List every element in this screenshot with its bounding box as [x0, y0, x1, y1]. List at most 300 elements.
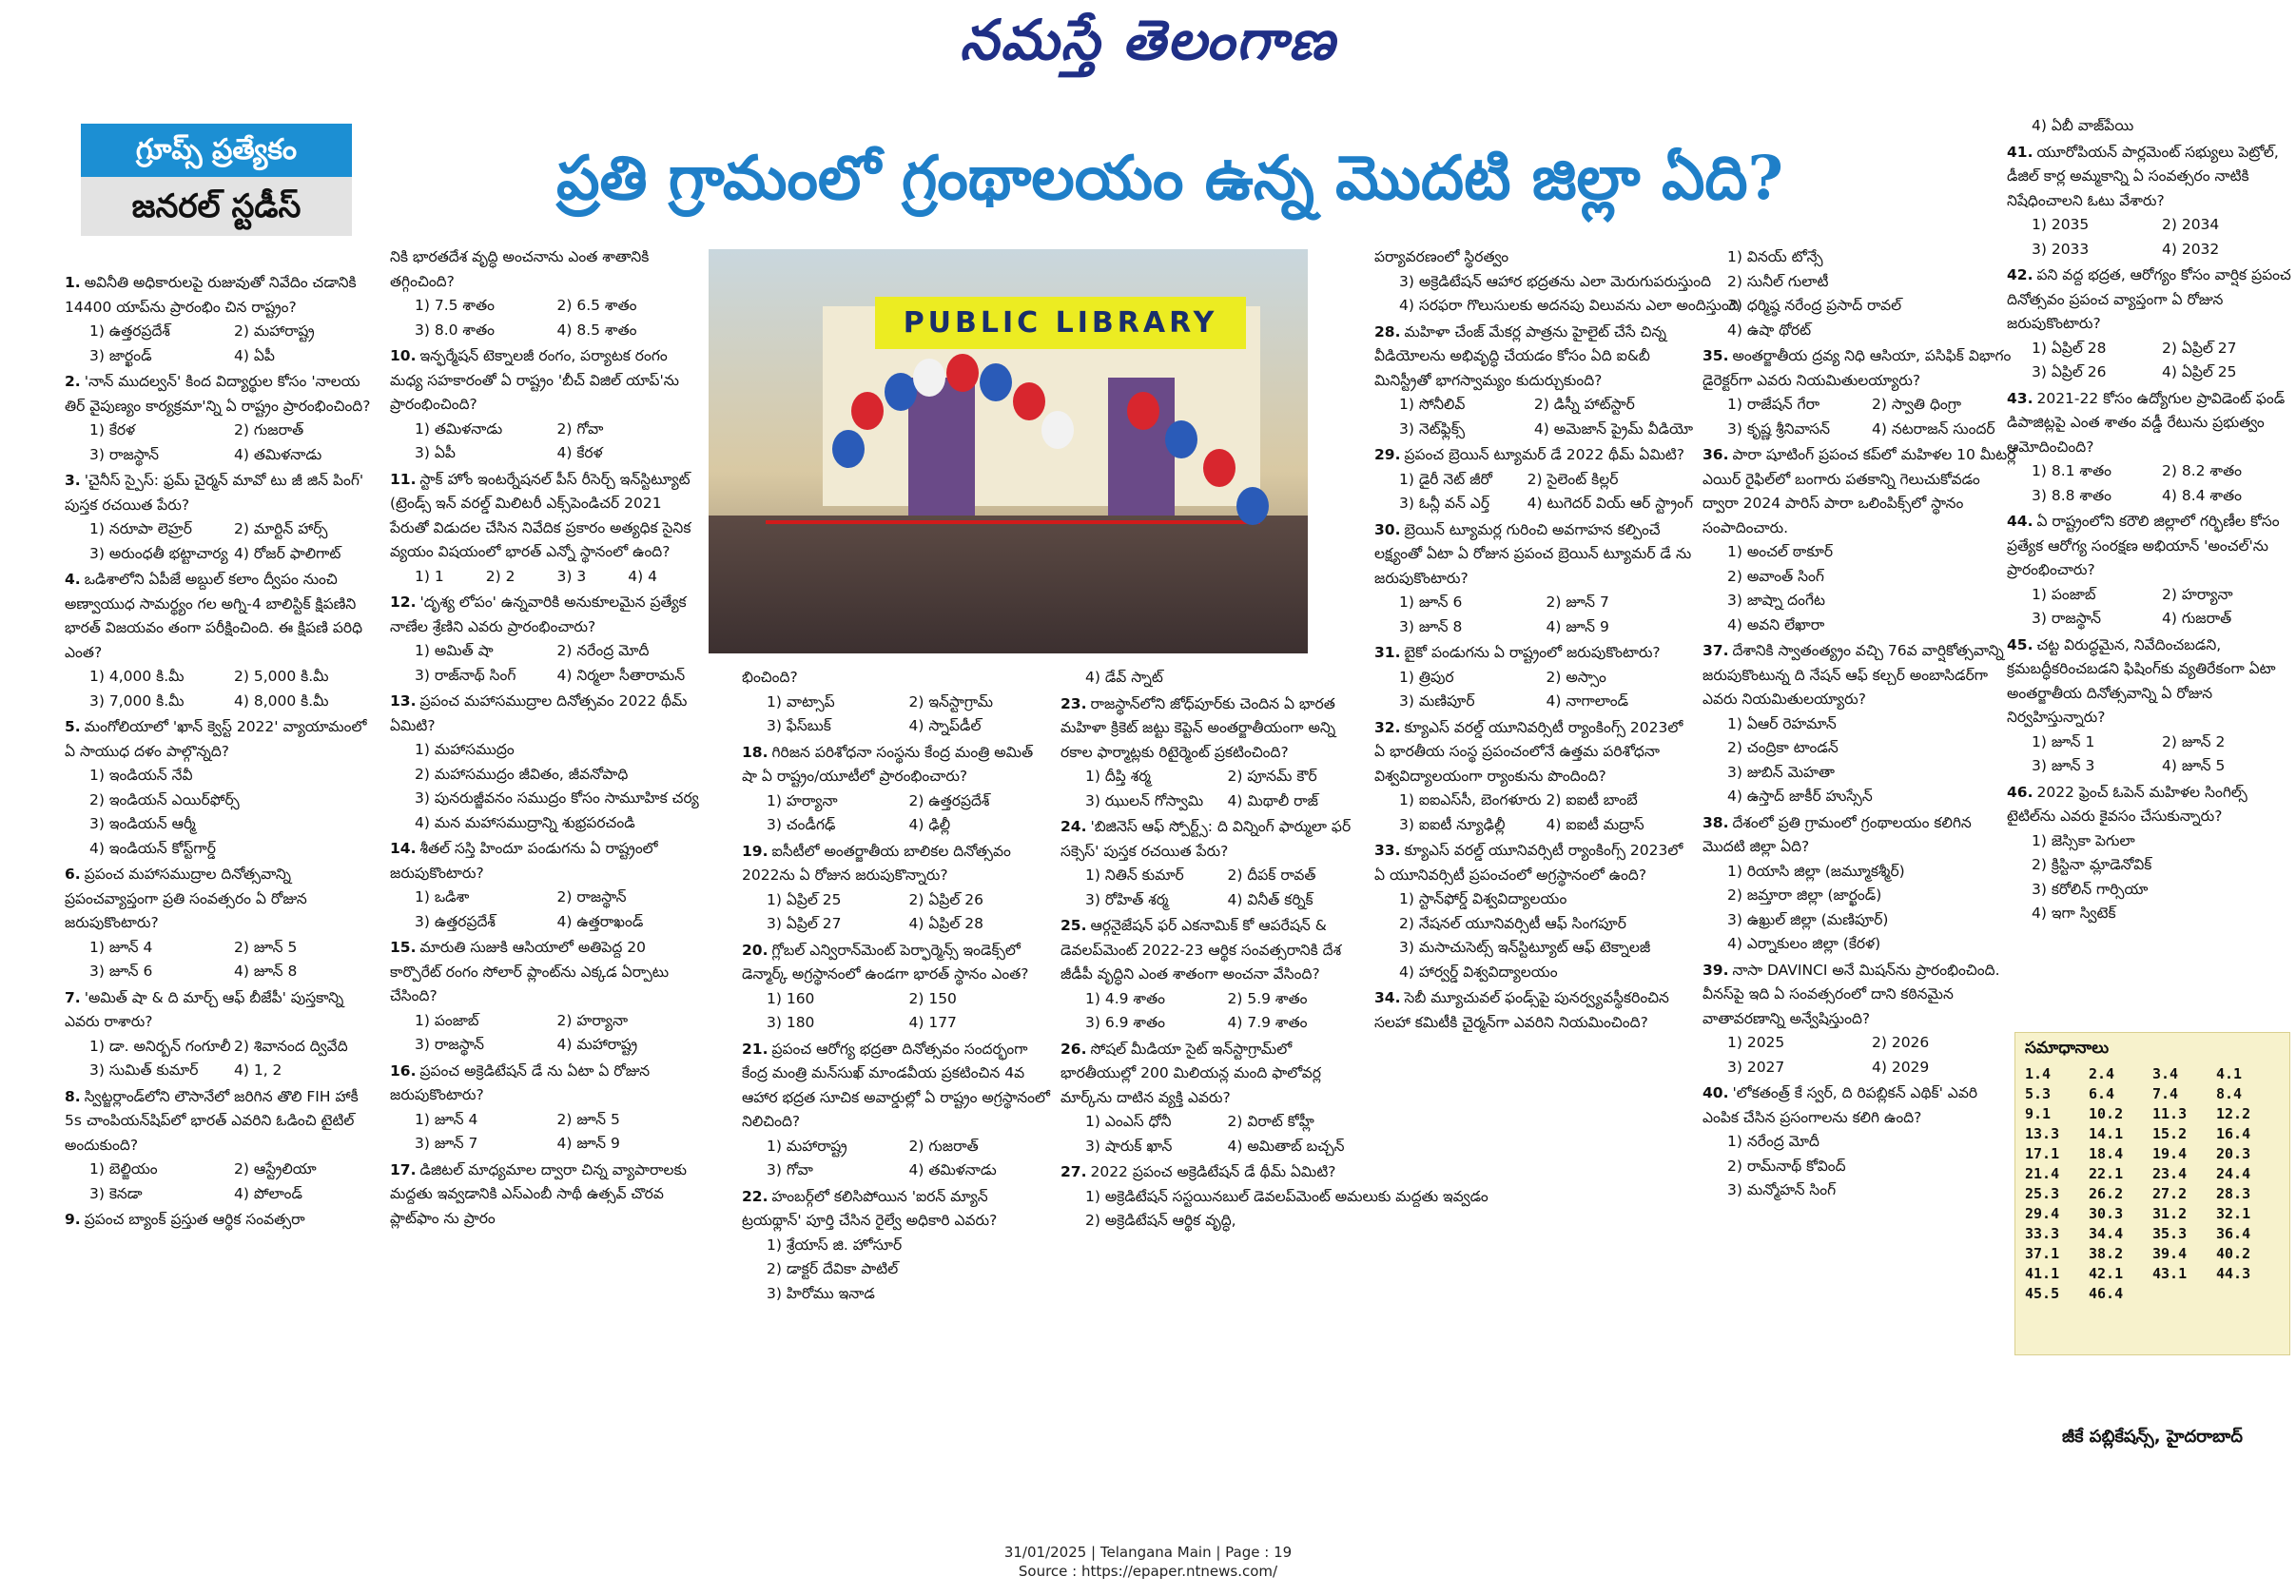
question-text	[2007, 781, 2292, 829]
answer-option: 3) 2033	[2032, 240, 2090, 258]
question-number: 43.	[2007, 389, 2033, 407]
question-number: 29.	[1374, 446, 1401, 463]
question-text	[390, 591, 699, 639]
question-body: క్యూఎస్ వరల్డ్ యూనివర్సిటీ ర్యాంకింగ్స్ 2023లో ఏ యూనివర్సిటీ ప్రపంచంలో అగ్రస్థానంలో ఉంది?	[1374, 842, 1683, 884]
answer-option: 2) అస్సాం	[1546, 668, 1606, 686]
question-number: 38.	[1703, 813, 1729, 831]
question-body: సోషల్ మీడియా సైట్ ఇన్‌స్టాగ్రామ్‌లో భారతీయుల్లో 200 మిలియన్ల మంది ఫాలోవర్ల మార్క్‌ను దాటిన వ్యక్తి ఎవరు?	[1060, 1040, 1321, 1106]
question-text	[65, 715, 379, 764]
answer-options	[1060, 1185, 1489, 1234]
answer-option: 1) శ్రేయాస్ జి. హోసూర్	[767, 1236, 903, 1254]
answer-option: 3) పునరుజ్జీవనం సముద్రం కోసం సామూహిక చర్య	[415, 789, 699, 807]
question-body: అవినీతి అధికారులపై రుజువుతో నివేదిం చడానికి 14400 యాప్‌ను ప్రారంభిం చిన రాష్ట్రం?	[65, 274, 357, 316]
question-item	[2007, 387, 2292, 509]
answer-option: 4) మిథాలీ రాజ్	[1227, 791, 1318, 809]
question-body: ఇన్ఫర్మేషన్ టెక్నాలజీ రంగం, పర్యాటక రంగం మధ్య సహకారంతో ఏ రాష్ట్రం 'బీచ్ విజిల్ యాప్'ను ప్రారంభించింది?	[390, 347, 680, 413]
answer-option: 4) 8.5 శాతం	[556, 321, 637, 339]
answer-option: 2) ఐఐటీ బాంబే	[1546, 791, 1638, 808]
question-text	[390, 837, 699, 886]
answer-options	[1703, 245, 2016, 342]
answer-option: 1) ఉత్తరప్రదేశ్	[89, 322, 170, 340]
answer-option: 2) ఆస్ట్రేలియా	[234, 1160, 317, 1178]
question-body: ప్రపంచ అక్రెడిటేషన్ డే ను ఏటా ఏ రోజున జరుపుకొంటారు?	[390, 1061, 651, 1103]
question-body: 'దృశ్య లోపం' ఉన్నవారికి అనుకూలమైన ప్రత్యేక నాణేల శ్రేణిని ఎవరు ప్రారంభించారు?	[390, 594, 687, 635]
question-text	[390, 344, 699, 418]
answer-option: 2) ఉత్తరప్రదేశ్	[908, 791, 990, 809]
question-number: 37.	[1703, 642, 1729, 659]
answer-grid	[2025, 1065, 2280, 1302]
answer-option: 4) ఏప్రిల్ 25	[2162, 363, 2237, 380]
answer-options	[65, 320, 379, 368]
answer-key-item: 46.4	[2089, 1285, 2124, 1302]
question-text	[1374, 443, 1693, 468]
answer-option: 4) రోజర్ ఫాలిగాట్	[234, 544, 341, 562]
answer-options	[1060, 987, 1370, 1036]
question-body: యూరోపియన్ పార్లమెంట్ సభ్యులు పెట్రోల్, డీజిల్ కార్ల అమ్మకాన్ని ఏ సంవత్సరం నాటికి నిషేధించాలని ఓటు వేశారు?	[2007, 143, 2279, 209]
question-number: 1.	[65, 274, 81, 291]
question-item	[390, 936, 699, 1058]
answer-option: 3) షారుక్ ఖాన్	[1085, 1137, 1173, 1155]
question-body: మారుతి సుజుకి ఆసియాలో అతిపెద్ద 20 కార్పొరేట్ రంగం సోలార్ ప్లాంట్‌ను ఎక్కడ ఏర్పాటు చేసింది?	[390, 939, 670, 1004]
answer-option: 3) 6.9 శాతం	[1085, 1014, 1166, 1031]
publisher-credit: జీకే పబ్లికేషన్స్, హైదరాబాద్	[2061, 1427, 2244, 1447]
question-item	[1374, 321, 1693, 442]
answer-option: 4) 8.4 శాతం	[2162, 486, 2243, 504]
answer-key	[2014, 1032, 2290, 1355]
question-column-2	[390, 245, 699, 1482]
question-text	[1374, 321, 1693, 394]
answer-option: 1) మహాసముద్రం	[415, 741, 515, 758]
answer-key-item: 29.4	[2025, 1205, 2060, 1222]
answer-options	[2007, 829, 2292, 926]
answer-option: 4) నిర్మలా సీతారామన్	[556, 666, 686, 684]
answer-option: 4) వినీత్ కర్నిక్	[1227, 890, 1313, 908]
answer-key-item: 10.2	[2089, 1105, 2124, 1122]
answer-key-item: 32.1	[2216, 1205, 2251, 1222]
answer-option: 2) రామ్‌నాథ్ కోవింద్	[1727, 1157, 1846, 1175]
answer-key-item: 41.1	[2025, 1265, 2060, 1282]
answer-key-item: 14.1	[2089, 1125, 2124, 1142]
answer-option: 4) జూన్ 9	[556, 1135, 620, 1152]
answer-option: 3) ఝులన్ గోస్వామి	[1085, 791, 1204, 809]
answer-option: 2) గుజరాత్	[908, 1137, 979, 1155]
answer-option: 1) ఒడిశా	[415, 888, 470, 905]
answer-option: 1) ఐఐఎస్‌సీ, బెంగళూరు	[1399, 791, 1542, 808]
question-number: 17.	[390, 1160, 417, 1178]
answer-options	[65, 764, 379, 861]
answer-options	[1374, 666, 1693, 714]
answer-option: 2) జూన్ 5	[556, 1110, 620, 1128]
answer-option: 1) డా. అనిర్బన్ గంగూలీ	[89, 1037, 231, 1055]
question-item	[1703, 811, 2016, 957]
answer-key-item: 7.4	[2152, 1085, 2179, 1102]
question-item	[742, 840, 1051, 937]
answer-key-item: 39.4	[2152, 1245, 2188, 1262]
question-item	[742, 1185, 1051, 1307]
answer-option: 4) మహారాష్ట్ర	[556, 1036, 638, 1053]
question-text	[1060, 815, 1370, 864]
question-item	[65, 1085, 379, 1207]
answer-option: 3) జాష్నా దంగేట	[1727, 592, 1825, 609]
question-text	[65, 1208, 379, 1233]
question-item	[1703, 245, 2016, 342]
question-body: రాజస్థాన్‌లోని జోధ్‌పూర్‌కు చెందిన ఏ భారత మహిళా క్రికెట్ జట్టు కెప్టెన్ అంతర్జాతీయంగా అన్ని రకాల ఫార్మాట్లకు రిటైర్మెంట్ ప్రకటించింది?	[1060, 694, 1336, 761]
answer-option: 3) ధర్మిష్ఠ నరేంద్ర ప్రసాద్ రావల్	[1727, 297, 1902, 314]
answer-options	[742, 691, 1051, 739]
answer-option: 2) జూన్ 2	[2162, 732, 2226, 750]
answer-key-item: 12.2	[2216, 1105, 2251, 1122]
answer-options	[390, 738, 699, 835]
question-item	[390, 1060, 699, 1157]
answer-option: 1) ఇండియన్ నేవీ	[89, 767, 193, 784]
question-item	[1703, 959, 2016, 1080]
balloon	[832, 430, 865, 468]
question-item	[1374, 443, 1693, 516]
answer-option: 3) జూన్ 6	[89, 963, 153, 980]
question-item	[65, 568, 379, 713]
question-body: ఏ రాష్ట్రంలోని కరౌలి జిల్లాలో గర్భిణీల కోసం ప్రత్యేక ఆరోగ్య సంరక్షణ అభియాన్ 'అంచల్'ను ప్రారంభించారు?	[2007, 513, 2280, 578]
answer-option: 2) జూన్ 5	[234, 938, 298, 956]
answer-key-item: 22.1	[2089, 1165, 2124, 1182]
question-number: 18.	[742, 743, 769, 761]
answer-option: 1) 4,000 కి.మీ	[89, 668, 185, 685]
answer-key-item: 17.1	[2025, 1145, 2060, 1162]
answer-option: 2) జమ్తారా జిల్లా (జార్ఖండ్)	[1727, 886, 1882, 904]
answer-option: 1) రాజేషన్ గేరా	[1727, 396, 1820, 413]
answer-option: 3) కృష్ణ శ్రీనివాసన్	[1727, 419, 1831, 438]
answer-key-item: 45.5	[2025, 1285, 2060, 1302]
answer-options	[1703, 1130, 2016, 1203]
answer-option: 1) అంచల్ ఠాకూర్	[1727, 543, 1834, 560]
answer-options	[1060, 1110, 1370, 1158]
question-text	[742, 666, 1051, 691]
question-body: ఐసీటీలో అంతర్జాతీయ బాలికల దినోత్సవం 2022ను ఏ రోజున జరుపుకొన్నారు?	[742, 842, 1011, 884]
answer-option: 4) తమిళనాడు	[908, 1161, 997, 1178]
question-item	[65, 271, 379, 368]
question-text	[1374, 716, 1693, 789]
answer-key-item: 2.4	[2089, 1065, 2115, 1082]
question-body: డిజిటల్ మాధ్యమాల ద్వారా చిన్న వ్యాపారాలకు మద్దతు ఇవ్వడానికి ఎస్‌ఎంబీ సాథీ ఉత్సవ్ చొరవ ప్లాట్‌ఫాం ను ప్రారం	[390, 1160, 687, 1227]
question-body: మంగోలియాలో 'ఖాన్ క్వెస్ట్ 2022' వ్యాయామంలో ఏ సాయుధ దళం పాల్గొన్నది?	[65, 718, 367, 760]
answer-option: 4) నాగాలాండ్	[1546, 692, 1629, 710]
answer-option: 3) కరోలిన్ గార్సియా	[2032, 880, 2149, 898]
answer-options	[1703, 860, 2016, 957]
question-body: మహిళా చేంజ్ మేకర్ల పాత్రను హైలైట్ చేసే చిన్న వీడియోలను అభివృద్ధి చేయడం కోసం ఏది ఐ&బీ మినిస్ట్రీతో భాగస్వామ్యం కుదుర్చుకుంది?	[1374, 322, 1667, 389]
question-body: హంబర్గ్‌లో కలిసిపోయిన 'ఐరన్ మ్యాన్ ట్రయథ్లాన్' పూర్తి చేసిన రైల్వే అధికారి ఎవరు?	[742, 1187, 998, 1229]
answer-option: 1) 160	[767, 989, 815, 1007]
answer-option: 3) కెనడా	[89, 1184, 143, 1202]
answer-key-item: 9.1	[2025, 1105, 2052, 1122]
question-number: 44.	[2007, 513, 2033, 530]
question-item	[1374, 716, 1693, 838]
article-headline: ప్రతి గ్రామంలో గ్రంథాలయం ఉన్న మొదటి జిల్లా ఏది?	[555, 143, 1784, 214]
answer-option: 3) రాజస్థాన్	[89, 445, 159, 463]
answer-option: 3) మణిపూర్	[1399, 692, 1475, 710]
answer-option: 1) ఎంఎస్ ధోనీ	[1085, 1113, 1172, 1130]
answer-option: 2) మహాసముద్రం జీవితం, జీవనోపాధి	[415, 765, 629, 783]
answer-option: 4) డేవ్ స్నాట్	[1085, 669, 1163, 686]
answer-option: 2) శివానంద ద్వివేది	[234, 1037, 348, 1055]
answer-option: 1) ఏఆర్ రెహమాన్	[1727, 714, 1837, 732]
answer-key-item: 15.2	[2152, 1125, 2188, 1142]
question-body: శీతల్ సస్తి హిందూ పండుగను ఏ రాష్ట్రంలో జరుపుకొంటారు?	[390, 840, 658, 882]
answer-option: 3) అరుంధతీ భట్టాచార్య	[89, 544, 228, 562]
answer-option: 1) వాట్సాప్	[767, 692, 835, 710]
answer-option: 4) 4	[628, 567, 657, 585]
question-item	[65, 370, 379, 467]
answer-options	[65, 936, 379, 984]
balloon	[851, 392, 884, 430]
answer-option: 2) 2026	[1872, 1034, 1930, 1051]
question-body: 'బిజినెస్ ఆఫ్ స్పోర్ట్స్: ది విన్నింగ్ ఫార్ములా ఫర్ సక్సెస్' పుస్తక రచయిత పేరు?	[1060, 818, 1352, 860]
question-number: 28.	[1374, 322, 1401, 341]
question-number: 8.	[65, 1087, 81, 1105]
answer-option: 4) 1, 2	[234, 1061, 282, 1079]
answer-option: 2) నేషనల్ యూనివర్సిటీ ఆఫ్ సింగపూర్	[1399, 914, 1626, 932]
answer-option: 2) హర్యానా	[556, 1011, 629, 1029]
question-item	[1374, 641, 1693, 714]
question-text	[1060, 914, 1370, 987]
answer-option: 1) జెస్సికా పెగులా	[2032, 831, 2135, 849]
answer-option: 3) 7,000 కి.మీ	[89, 691, 185, 710]
question-text	[390, 936, 699, 1009]
answer-option: 4) ఎర్నాకులం జిల్లా (కేరళ)	[1727, 935, 1881, 952]
question-body: 'లోకతంత్ర్ కే స్వర్, ది రిపబ్లికన్ ఎథిక్' ఎవరి ఎంపిక చేసిన ప్రసంగాలను కలిగి ఉంది?	[1703, 1084, 1978, 1126]
answer-option: 3) మసాచుసెట్స్ ఇన్‌స్టిట్యూట్ ఆఫ్ టెక్నాలజీ	[1399, 939, 1651, 956]
answer-options	[2007, 337, 2292, 385]
answer-option: 1) హర్యానా	[767, 791, 838, 809]
answer-key-item: 25.3	[2025, 1185, 2060, 1202]
question-body: ప్రపంచ మహాసముద్రాల దినోత్సవాన్ని ప్రపంచవ్యాప్తంగా ప్రతి సంవత్సరం ఏ రోజున జరుపుకొంటారు?	[65, 866, 307, 931]
question-body: భించింది?	[742, 669, 798, 686]
answer-option: 2) 8.2 శాతం	[2162, 462, 2243, 479]
question-item	[1703, 344, 2016, 441]
answer-option: 3) 2027	[1727, 1058, 1785, 1076]
answer-key-item: 21.4	[2025, 1165, 2060, 1182]
answer-option: 3) ఇండియన్ ఆర్మీ	[89, 815, 196, 832]
answer-options	[65, 665, 379, 713]
question-item	[390, 344, 699, 466]
question-text	[1703, 344, 2016, 393]
question-body: సెబీ మ్యూచువల్ ఫండ్స్‌పై పునర్వ్యవస్థీకరించిన సలహా కమిటీకి చైర్మన్‌గా ఎవరిని నియమించింది?	[1374, 989, 1669, 1031]
answer-option: 1) జూన్ 1	[2032, 732, 2095, 750]
question-body: ప్రపంచ బ్యాంక్ ప్రస్తుత ఆర్థిక సంవత్సరా	[84, 1211, 305, 1228]
answer-option: 2) హర్యానా	[2162, 585, 2233, 603]
answer-option: 4) ఇగా స్విటెక్	[2032, 905, 2116, 922]
answer-option: 2) జూన్ 7	[1546, 594, 1609, 611]
question-text	[65, 370, 379, 418]
answer-key-item: 35.3	[2152, 1225, 2188, 1242]
question-item	[2007, 781, 2292, 926]
answer-option: 2) 2034	[2162, 216, 2220, 233]
answer-option: 2) 6.5 శాతం	[556, 297, 637, 314]
answer-option: 3) గోవా	[767, 1161, 813, 1178]
answer-options	[1060, 864, 1370, 912]
answer-option: 4) 2032	[2162, 240, 2220, 258]
balloon	[885, 373, 917, 411]
question-body: 2022 ప్రపంచ అక్రెడిటేషన్ డే థీమ్ ఏమిటి?	[1090, 1163, 1336, 1180]
question-text	[390, 468, 699, 565]
balloon	[1127, 392, 1159, 430]
question-body: గ్లోబల్ ఎన్విరాన్‌మెంట్ పెర్ఫార్మెన్స్ ఇండెక్స్‌లో డెన్మార్క్ అగ్రస్థానంలో ఉండగా భారత్ స్థానం ఎంత?	[742, 941, 1029, 983]
answer-option: 4) కేరళ	[556, 444, 603, 461]
question-text	[742, 1038, 1051, 1135]
answer-option: 2) ఇన్‌స్టాగ్రామ్	[908, 692, 993, 710]
answer-option: 4) జూన్ 8	[234, 963, 298, 980]
question-body: 'నాన్ ముదల్వన్' కింద విద్యార్థుల కోసం 'నాలయ తిర్ వైపుణ్యం కార్యక్రమా'న్ని ఏ రాష్ట్రం ప్రారంభించింది?	[65, 373, 371, 415]
answer-option: 3) రాజస్థాన్	[415, 1036, 484, 1053]
answer-option: 4) నటరాజన్ సుందర్	[1872, 419, 1995, 438]
question-body: అంతర్జాతీయ ద్రవ్య నిధి ఆసియా, పసిఫిక్ విభాగం డైరెక్టర్‌గా ఎవరు నియమితులయ్యారు?	[1703, 347, 2012, 389]
section-tag-top: గ్రూప్స్ ప్రత్యేకం	[81, 124, 352, 177]
answer-key-item: 40.2	[2216, 1245, 2251, 1262]
question-body: ప్రపంచ ఆరోగ్య భద్రతా దినోత్సవం సందర్భంగా కేంద్ర మంత్రి మన్‌సుఖ్ మాండవీయ ప్రకటించిన 4వ ఆహార భద్రత సూచిక అవార్డుల్లో ఏ రాష్ట్రం అగ్రస్థానంలో నిలిచింది?	[742, 1040, 1050, 1130]
answer-key-item: 23.4	[2152, 1165, 2188, 1182]
question-number: 40.	[1703, 1084, 1729, 1101]
answer-options	[1374, 788, 1693, 837]
answer-option: 4) జూన్ 9	[1546, 617, 1609, 635]
question-text	[742, 840, 1051, 888]
question-text	[2007, 510, 2292, 583]
answer-options	[390, 1009, 699, 1058]
section-tag	[81, 124, 352, 236]
question-number: 6.	[65, 866, 81, 883]
answer-option: 3) జార్ఖండ్	[89, 346, 152, 364]
answer-option: 2) రాజస్థాన్	[556, 888, 627, 905]
question-item	[390, 837, 699, 934]
question-item	[1374, 245, 1740, 319]
answer-option: 2) గుజరాత్	[234, 421, 304, 438]
question-body: పర్యావరణంలో స్థిరత్వం	[1374, 248, 1509, 265]
answer-option: 1) బెల్జియం	[89, 1160, 158, 1178]
question-text	[1703, 959, 2016, 1032]
answer-option: 3) 8.8 శాతం	[2032, 486, 2112, 504]
question-number: 31.	[1374, 644, 1401, 661]
question-number: 3.	[65, 472, 81, 489]
question-item	[390, 690, 699, 835]
question-number: 30.	[1374, 520, 1401, 538]
answer-options	[65, 418, 379, 467]
answer-option: 3) జూన్ 8	[1399, 617, 1463, 635]
answer-option: 4) తమిళనాడు	[234, 445, 322, 463]
question-number: 35.	[1703, 347, 1729, 364]
question-column-7	[2007, 114, 2292, 1027]
crowd	[709, 516, 1308, 653]
answer-options	[390, 294, 699, 342]
question-text	[1374, 986, 1693, 1035]
balloon	[1165, 420, 1197, 458]
answer-option: 3) అక్రెడిటేషన్ ఆహార భద్రతను ఎలా మెరుగుపరుస్తుంది	[1399, 272, 1712, 290]
answer-option: 4) 8,000 కి.మీ	[234, 691, 329, 710]
answer-option: 1) ఏప్రిల్ 25	[767, 890, 842, 908]
answer-option: 2) 2	[485, 567, 516, 585]
question-number: 12.	[390, 594, 417, 611]
answer-option: 1) తమిళనాడు	[415, 419, 503, 438]
answer-option: 1) జూన్ 4	[415, 1110, 478, 1128]
answer-option: 4) ఉషా థోరట్	[1727, 321, 1812, 339]
question-item	[742, 741, 1051, 838]
answer-key-item: 4.1	[2216, 1065, 2243, 1082]
answer-key-item: 1.4	[2025, 1065, 2052, 1082]
question-item	[1703, 1081, 2016, 1203]
question-number: 14.	[390, 840, 417, 857]
question-item	[1060, 914, 1370, 1036]
answer-option: 2) విరాట్ కోహ్లీ	[1227, 1113, 1314, 1130]
question-body: ప్రపంచ మహాసముద్రాల దినోత్సవం 2022 థీమ్ ఏమిటి?	[390, 692, 688, 734]
answer-option: 1) 2035	[2032, 216, 2090, 233]
question-body: చట్ట విరుద్ధమైన, నివేదించబడని, క్రమబద్ధీకరించబడని ఫిషింగ్‌కు వ్యతిరేకంగా ఏటా అంతర్జాతీయ దినోత్సవాన్ని ఏ రోజున నిర్వహిస్తున్నారు?	[2007, 635, 2276, 726]
answer-option: 3) 8.0 శాతం	[415, 321, 496, 339]
question-item	[390, 1158, 699, 1232]
question-item	[1703, 639, 2016, 809]
answer-key-item: 20.3	[2216, 1145, 2251, 1162]
answer-option: 2) 150	[908, 989, 957, 1007]
answer-option: 4) ఏప్రిల్ 28	[908, 915, 984, 932]
question-body: 2022 ఫ్రెంచ్ ఓపెన్ మహిళల సింగిల్స్ టైటిల్‌ను ఎవరు కైవసం చేసుకున్నారు?	[2007, 783, 2247, 825]
ribbon	[766, 520, 1260, 524]
answer-key-item: 31.2	[2152, 1205, 2188, 1222]
answer-key-item: 27.2	[2152, 1185, 2188, 1202]
answer-option: 2) 5.9 శాతం	[1227, 989, 1308, 1007]
question-item	[2007, 263, 2292, 385]
answer-key-item: 16.4	[2216, 1125, 2251, 1142]
answer-options	[65, 1158, 379, 1206]
answer-options	[65, 517, 379, 566]
question-item	[390, 245, 699, 342]
section-tag-bottom: జనరల్ స్టడీస్	[81, 177, 352, 236]
answer-options	[2007, 114, 2292, 139]
question-body: 2021-22 కోసం ఉద్యోగుల ప్రావిడెంట్ ఫండ్ డిపాజిట్లపై ఎంత శాతం వడ్డీ రేటును ప్రభుత్వం ఆమోదించింది?	[2007, 389, 2286, 456]
answer-option: 2) నరేంద్ర మోదీ	[556, 642, 650, 659]
question-text	[1703, 1081, 2016, 1130]
answer-key-item: 42.1	[2089, 1265, 2124, 1282]
question-body: స్విట్జర్లాండ్‌లోని లౌసానేలో జరిగిన తొలి FIH హాకీ 5s చాంపియన్‌షిప్‌లో భారత్ ఎవరిని ఓడించి టైటిల్ అందుకుంది?	[65, 1087, 359, 1154]
answer-option: 2) మహారాష్ట్ర	[234, 322, 315, 340]
question-number: 13.	[390, 692, 417, 710]
library-sign: PUBLIC LIBRARY	[875, 297, 1246, 349]
answer-options	[742, 789, 1051, 838]
answer-options	[1374, 591, 1693, 639]
answer-option: 4) స్నాప్‌డీల్	[908, 717, 982, 734]
question-number: 23.	[1060, 694, 1087, 712]
answer-options	[65, 1035, 379, 1083]
answer-key-item: 3.4	[2152, 1065, 2179, 1082]
question-text	[65, 568, 379, 665]
answer-option: 1) త్రిపుర	[1399, 668, 1454, 686]
question-item	[2007, 510, 2292, 632]
answer-options	[742, 987, 1051, 1036]
balloon	[946, 354, 979, 392]
answer-option: 1) ఏప్రిల్ 28	[2032, 339, 2107, 357]
answer-option: 3) మన్మోహన్ సింగ్	[1727, 1181, 1837, 1198]
question-item	[1374, 839, 1693, 984]
answer-option: 4) ఐఐటీ మద్రాస్	[1546, 815, 1644, 833]
answer-option: 2) అవాంత్ సింగ్	[1727, 567, 1824, 585]
answer-option: 4) ఏపీ	[234, 346, 275, 364]
answer-option: 3) ఓన్లీ వన్ ఎర్త్	[1399, 495, 1490, 512]
question-item	[65, 986, 379, 1083]
answer-option: 1) పంజాబ్	[415, 1011, 479, 1029]
answer-options	[1703, 712, 2016, 809]
question-text	[1060, 1160, 1370, 1185]
question-body: నాసా DAVINCI అనే మిషన్‌ను ప్రారంభించింది. వీనస్‌పై ఇది ఏ సంవత్సరంలో దాని కఠినమైన వాతావరణాన్ని అన్వేషిస్తుంది?	[1703, 961, 2000, 1027]
answer-option: 1) నితిన్ కుమార్	[1085, 866, 1184, 884]
answer-option: 1) అమిత్ షా	[415, 642, 494, 659]
masthead-logo: నమస్తే తెలంగాణ	[960, 8, 1336, 72]
answer-options	[1374, 468, 1693, 516]
answer-option: 1) కేరళ	[89, 421, 136, 438]
answer-key-item: 44.3	[2216, 1265, 2251, 1282]
